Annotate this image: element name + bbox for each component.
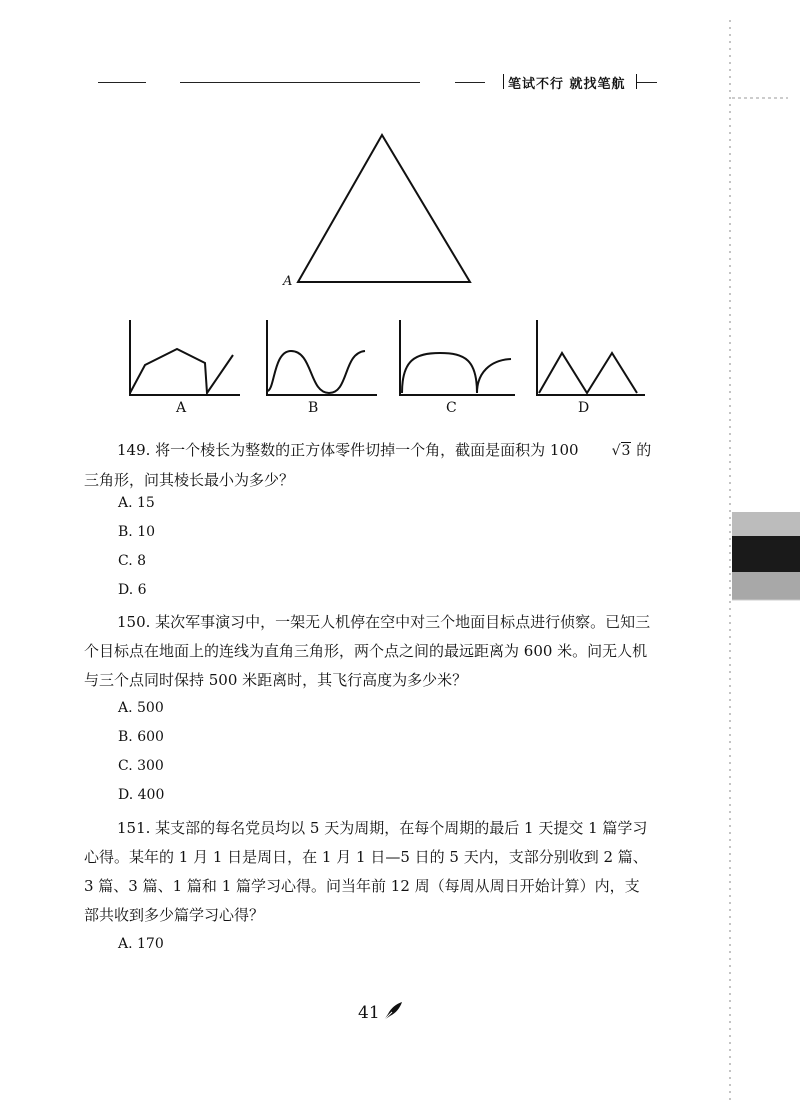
graph-option-d-label: D: [578, 400, 590, 416]
question-149-stem-part2: 的三角形，问其棱长最小为多少？: [84, 441, 652, 489]
question-151-stem: 151. 某支部的每名党员均以 5 天为周期，在每个周期的最后 1 天提交 1 篇学习心得。某年的 1 月 1 日是周日，在 1 月 1 日—5 日的 5 天内，支部分别收到 2 篇、3 篇、3 篇、1 篇和 1 篇学习心得。问当年前 12 周（每周从周日开始计算）内，支部共收到多少篇学习心得？: [84, 819, 648, 924]
question-149-option-c: C. 8: [118, 553, 147, 569]
graph-option-c: [400, 320, 515, 395]
question-149-option-b: B. 10: [118, 524, 156, 540]
triangle-shape: [298, 135, 470, 282]
triangle-vertex-label: A: [283, 274, 293, 289]
page-number: 41: [358, 1003, 380, 1023]
graph-option-d: [537, 320, 645, 395]
graph-option-b: [267, 320, 377, 395]
header-title: 笔试不行 就找笔航: [508, 77, 626, 92]
scan-edge-strip: [728, 0, 800, 1108]
graph-option-c-label: C: [446, 400, 457, 416]
graph-option-b-label: B: [308, 400, 319, 416]
question-149-stem-part1: 149. 将一个棱长为整数的正方体零件切掉一个角，截面是面积为 100: [117, 441, 579, 459]
header-tick-left: [503, 74, 504, 89]
sqrt-symbol: √3: [611, 443, 631, 459]
question-149-stem: [84, 436, 654, 495]
graph-option-a: [130, 320, 240, 395]
feather-pen-icon: [382, 1000, 404, 1022]
question-149-option-d: D. 6: [118, 582, 147, 598]
question-150-option-d: D. 400: [118, 787, 165, 803]
question-150-option-a: A. 500: [118, 700, 164, 716]
question-151-option-a: A. 170: [118, 936, 164, 952]
header-rule-middle: [180, 82, 420, 83]
sqrt-value: 3: [621, 443, 631, 459]
triangle-figure: [270, 125, 490, 290]
question-149-option-a: A. 15: [118, 495, 155, 511]
question-150-stem: 150. 某次军事演习中，一架无人机停在空中对三个地面目标点进行侦察。已知三个目标点在地面上的连线为直角三角形，两个点之间的最远距离为 600 米。问无人机与三个点同时保持 500 米距离时，其飞行高度为多少米？: [84, 613, 651, 689]
question-150-option-b: B. 600: [118, 729, 164, 745]
header-rule-right-b: [637, 82, 657, 83]
graph-option-a-label: A: [176, 400, 187, 416]
header-rule-right-a: [455, 82, 485, 83]
question-150-option-c: C. 300: [118, 758, 164, 774]
header-rule-left: [98, 82, 146, 83]
graph-options-figure: [115, 315, 655, 405]
